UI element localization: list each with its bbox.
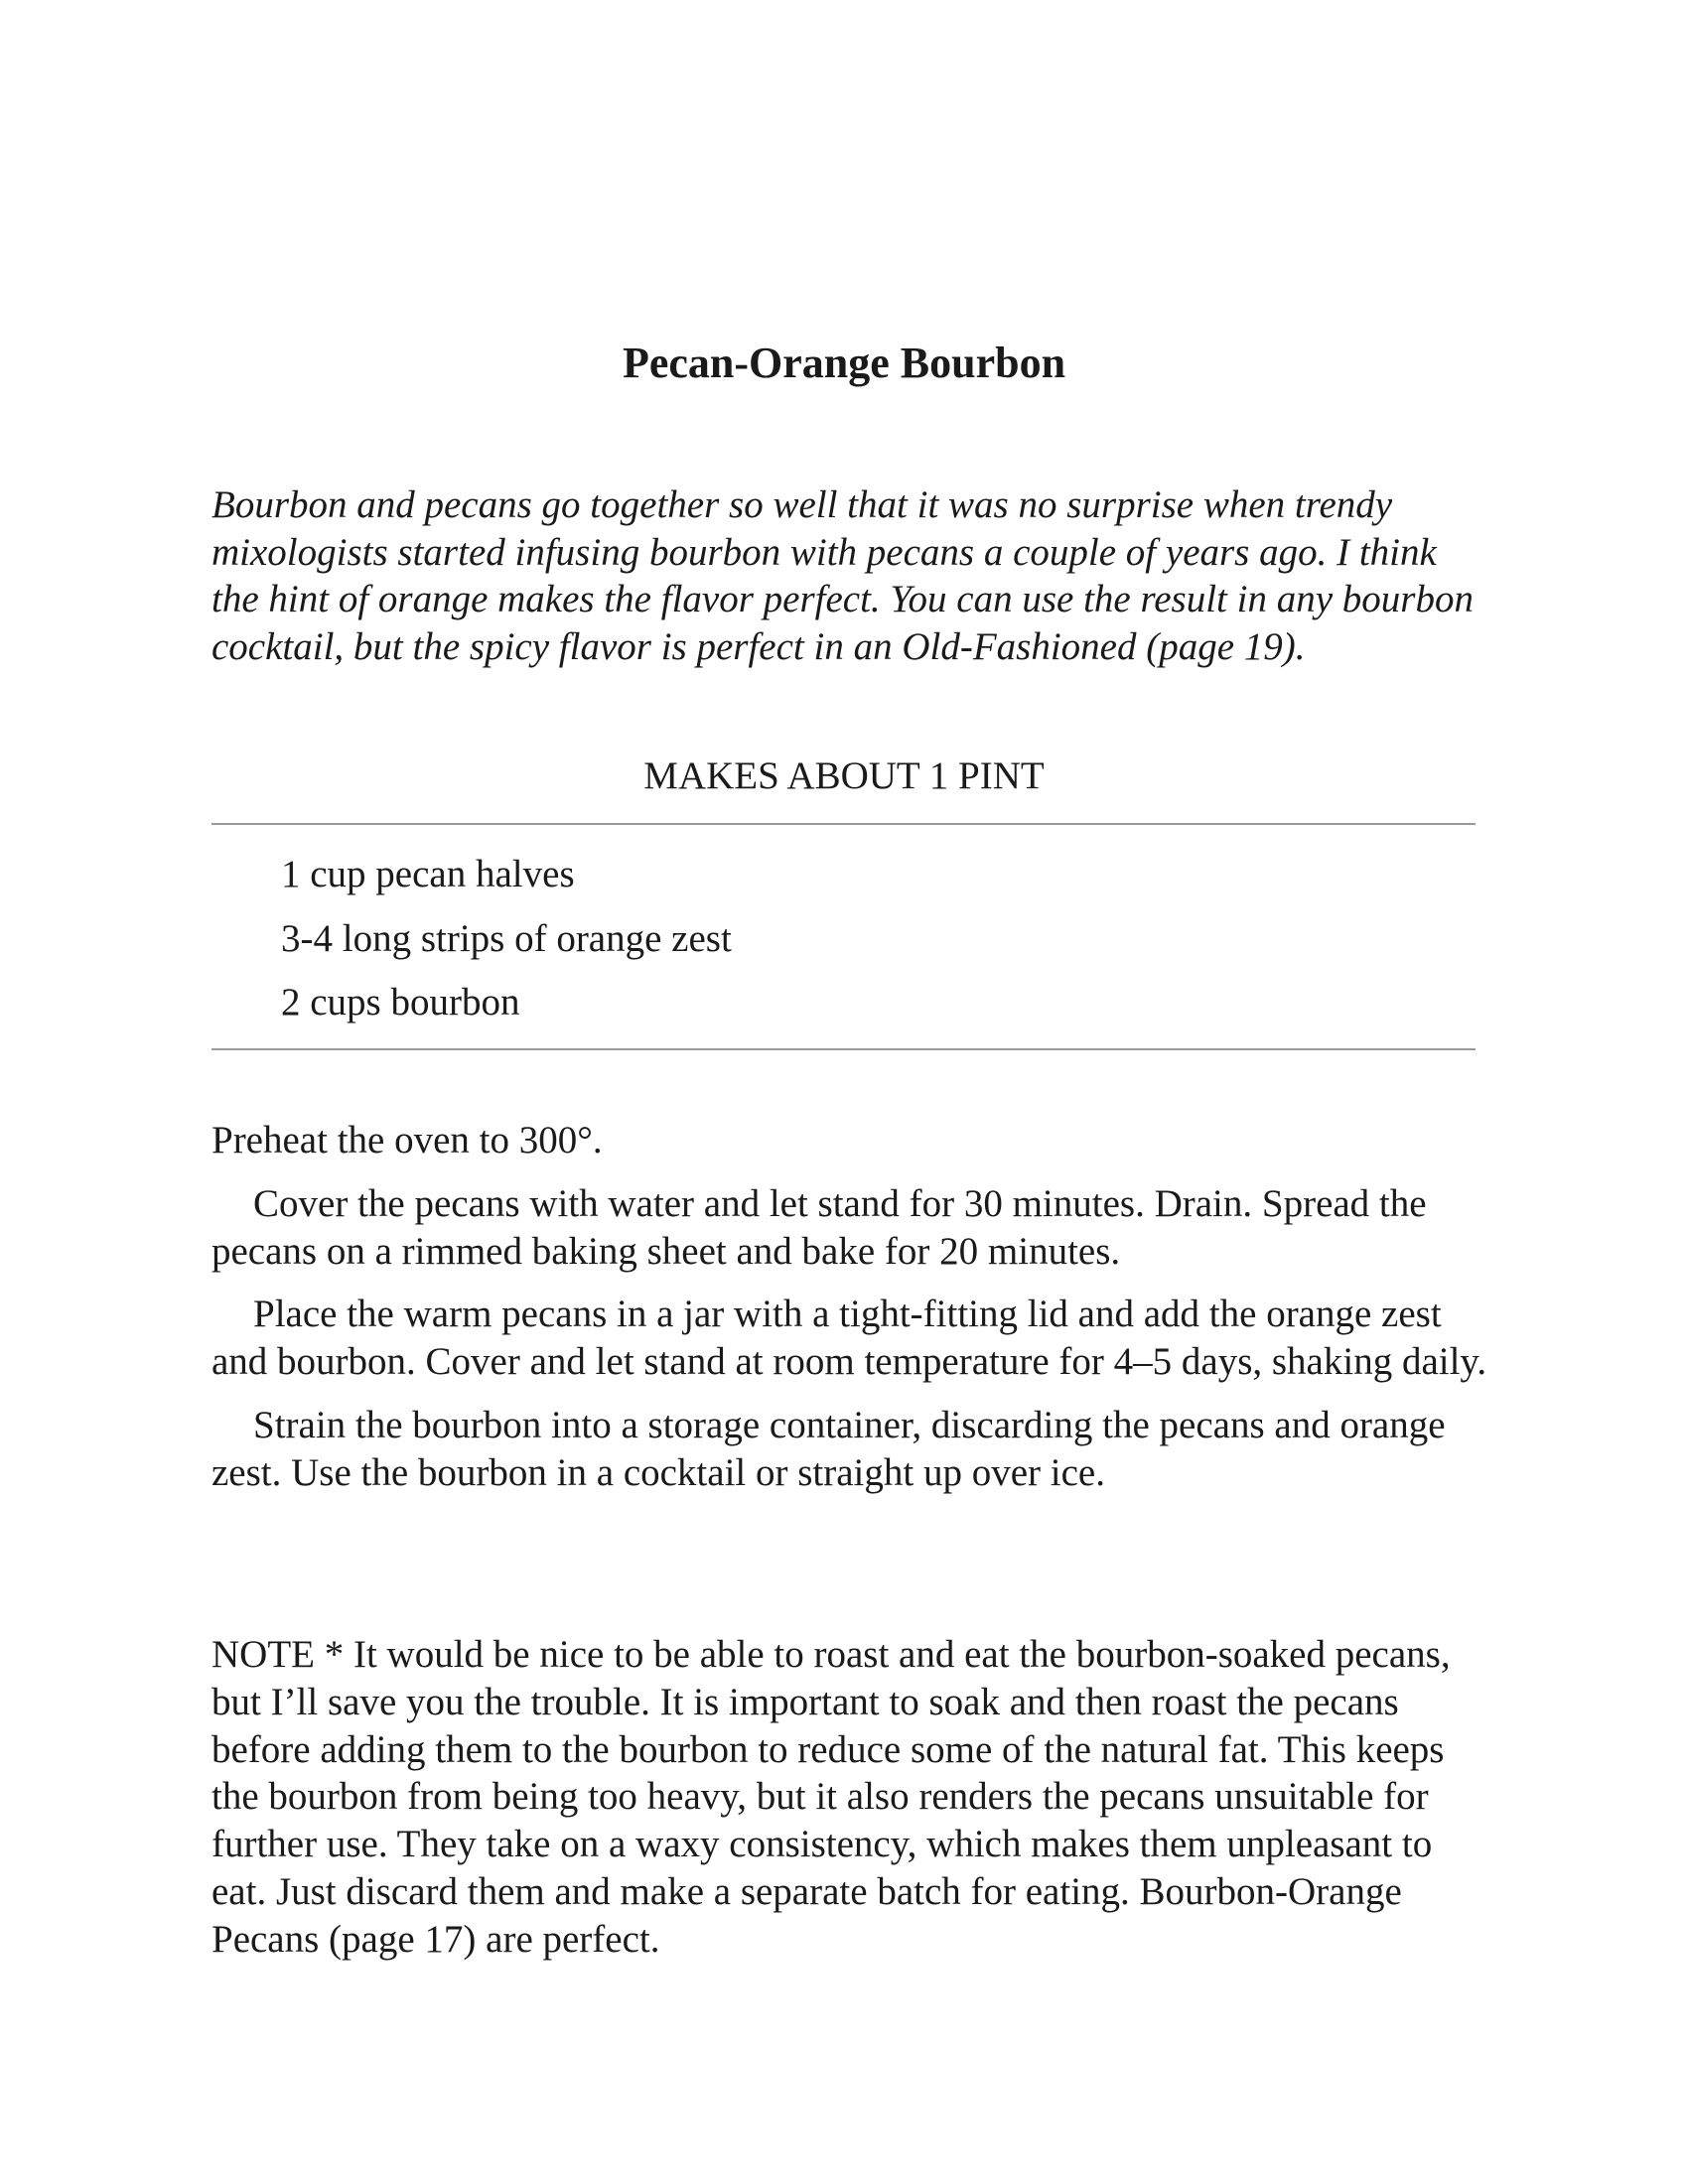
note-text: NOTE * It would be nice to be able to roast and eat the bourbon-soaked pecans, but I’ll save you the trouble. It is important to soak and then roast the pecans before adding them to the bourbon to reduce some of the natural fat. This keeps the bourbon from being too heavy, but it also renders the pecans unsuitable for further use. They take on a waxy consistency, which makes them unpleasant to eat. Just discard them and make a separate batch for eating. Bourbon-Orange Pecans (page 17) are perfect.: [211, 1633, 1451, 1961]
ingredients-bottom-rule: [211, 1048, 1476, 1050]
method-step: Strain the bourbon into a storage container, discarding the pecans and orange zest. Use the bourbon in a cocktail or straight up over ice.: [211, 1403, 1446, 1494]
recipe-note: [211, 1631, 1492, 1964]
method-step: Cover the pecans with water and let stand for 30 minutes. Drain. Spread the pecans on a rimmed baking sheet and bake for 20 minutes.: [211, 1181, 1427, 1273]
recipe-intro: Bourbon and pecans go together so well that it was no surprise when trendy mixologists started infusing bourbon with pecans a couple of years ago. I think the hint of orange makes the flavor perfect. You can use the result in any bourbon cocktail, but the spicy flavor is perfect in an Old-Fashioned (page 19).: [211, 483, 1474, 668]
method-step: Preheat the oven to 300°.: [211, 1119, 603, 1161]
ingredient-item: 2 cups bourbon: [281, 981, 520, 1024]
ingredients-top-rule: [211, 823, 1476, 825]
recipe-method: [211, 1117, 1492, 1513]
recipe-yield: MAKES ABOUT 1 PINT: [643, 754, 1045, 797]
ingredient-list: [281, 849, 732, 1041]
method-step: Place the warm pecans in a jar with a tight-fitting lid and add the orange zest and bourbon. Cover and let stand at room temperature for 4–5 days, shaking daily.: [211, 1293, 1487, 1384]
ingredient-item: 1 cup pecan halves: [281, 853, 575, 895]
recipe-title: Pecan-Orange Bourbon: [622, 339, 1066, 387]
ingredient-item: 3-4 long strips of orange zest: [281, 916, 732, 960]
